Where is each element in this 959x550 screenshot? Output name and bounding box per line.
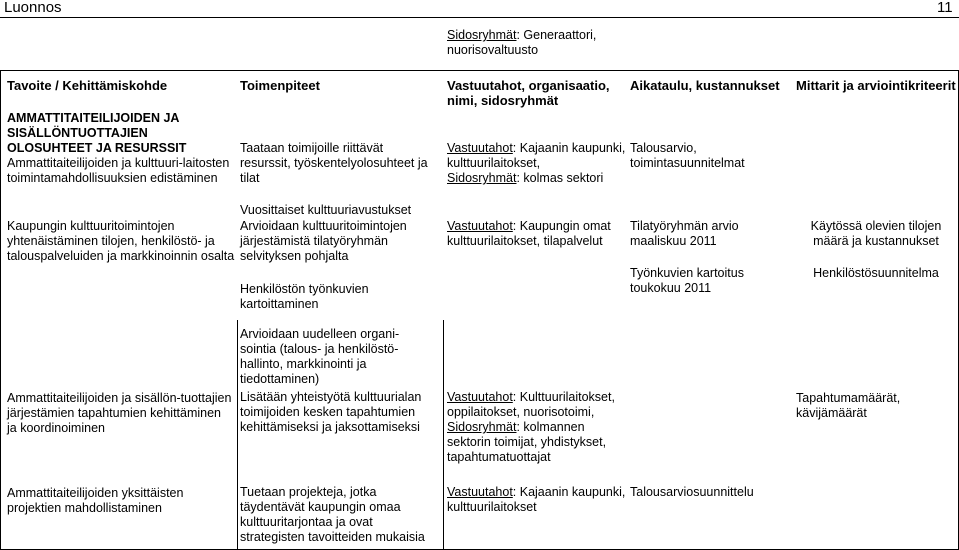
- responsible-text: [447, 219, 630, 249]
- column-divider: [443, 320, 444, 550]
- metric-text: Tapahtumamäärät, kävijämäärät: [796, 391, 901, 420]
- stakeholders-note: [447, 28, 647, 58]
- goal-text: Kaupungin kulttuuritoimintojen yhtenäistäminen tilojen, henkilöstö- ja talouspalveluiden ja markkinoinnin osalta: [7, 219, 235, 263]
- section-heading: AMMATTITAITEILIJOIDEN JA SISÄLLÖNTUOTTAJIEN OLOSUHTEET JA RESURSSIT: [7, 111, 187, 155]
- responsible-text: [447, 485, 627, 515]
- table-top-border: [0, 70, 958, 71]
- schedule-text: Työnkuvien kartoitus toukokuu 2011: [630, 266, 744, 295]
- stakeholders-text: : Generaattori, nuorisovaltuusto: [447, 28, 597, 57]
- table-left-border: [0, 70, 1, 550]
- column-header-goal: Tavoite / Kehittämiskohde: [7, 78, 168, 93]
- responsible-value: : Kaupungin omat kulttuurilaitokset, tilapalvelut: [447, 219, 611, 248]
- stakeholders-value: : kolmas sektori: [516, 171, 604, 185]
- metric-text: Henkilöstösuunnitelma: [813, 266, 939, 280]
- action-text: Henkilöstön työnkuvien kartoittaminen: [240, 282, 369, 311]
- stakeholders-label: Sidosryhmät: [447, 171, 517, 185]
- action-text: Taataan toimijoille riittävät resurssit, työskentelyolosuhteet ja tilat: [240, 141, 428, 185]
- column-header-responsible: Vastuutahot, organisaatio, nimi, sidosryhmät: [447, 78, 610, 108]
- column-header-actions: Toimenpiteet: [240, 78, 320, 93]
- action-text: Vuosittaiset kulttuuriavustukset: [240, 203, 412, 217]
- responsible-value: : Kajaanin kaupunki, kulttuurilaitokset,: [447, 141, 626, 170]
- responsible-text: [447, 141, 627, 186]
- stakeholders-label: Sidosryhmät: [447, 28, 517, 42]
- responsible-value: : Kulttuurilaitokset, oppilaitokset, nuorisotoimi,: [447, 390, 615, 419]
- action-text: Arvioidaan uudelleen organi-sointia (talous- ja henkilöstö-hallinto, markkinointi ja tiedottaminen): [240, 327, 400, 386]
- action-text: Arvioidaan kulttuuritoimintojen järjestämistä tilatyöryhmän selvityksen pohjalta: [240, 219, 407, 263]
- column-header-schedule: Aikataulu, kustannukset: [630, 78, 780, 93]
- goal-text: Ammattitaiteilijoiden ja sisällön-tuottajien järjestämien tapahtumien kehittäminen ja koordinoiminen: [7, 391, 232, 435]
- responsible-value: : Kajaanin kaupunki, kulttuurilaitokset: [447, 485, 626, 514]
- column-divider: [237, 320, 238, 550]
- goal-text: Ammattitaiteilijoiden ja kulttuuri-laitosten toimintamahdollisuuksien edistäminen: [7, 156, 230, 185]
- goal-text: Ammattitaiteilijoiden yksittäisten projektien mahdollistaminen: [7, 486, 184, 515]
- responsible-label: Vastuutahot: [447, 219, 513, 233]
- schedule-text: Tilatyöryhmän arvio maaliskuu 2011: [630, 219, 739, 248]
- action-text: Tuetaan projekteja, jotka täydentävät kaupungin omaa kulttuuritarjontaa ja ovat strategisten tavoitteiden mukaisia: [240, 485, 425, 544]
- column-header-metrics: Mittarit ja arviointikriteerit: [796, 78, 956, 93]
- action-text: Lisätään yhteistyötä kulttuurialan toimijoiden kesken tapahtumien kehittämiseksi ja jaksottamiseksi: [240, 390, 422, 434]
- stakeholders-value: : kolmannen sektorin toimijat, yhdistykset, tapahtumatuottajat: [447, 420, 607, 464]
- responsible-text: [447, 390, 622, 465]
- responsible-label: Vastuutahot: [447, 390, 513, 404]
- document-title: Luonnos: [4, 0, 62, 16]
- schedule-text: Talousarvio, toimintasuunnitelmat: [630, 141, 745, 170]
- responsible-label: Vastuutahot: [447, 141, 513, 155]
- schedule-text: Talousarviosuunnittelu: [630, 485, 754, 499]
- responsible-label: Vastuutahot: [447, 485, 513, 499]
- metric-text: Käytössä olevien tilojen määrä ja kustannukset: [810, 219, 942, 248]
- header-rule: [0, 17, 959, 18]
- stakeholders-label: Sidosryhmät: [447, 420, 517, 434]
- page-number: 11: [937, 0, 953, 16]
